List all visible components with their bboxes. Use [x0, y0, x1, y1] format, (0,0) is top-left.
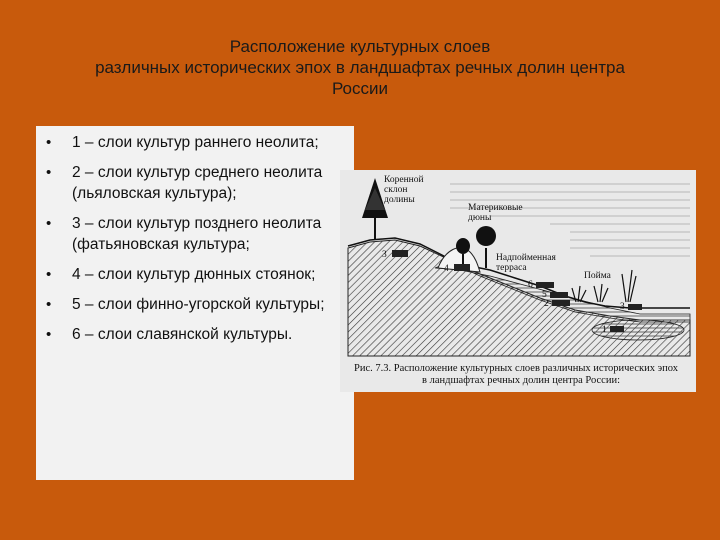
figure-caption-line2: в ландшафтах речных долин центра России: — [422, 375, 620, 386]
legend-item — [44, 324, 348, 345]
label-floodplain: Пойма — [584, 271, 611, 281]
layer-number: 3 — [382, 250, 387, 260]
bullet-icon: • — [46, 266, 52, 283]
landscape-figure — [340, 170, 696, 392]
legend-item — [44, 213, 348, 255]
layer-number: 1 — [602, 325, 607, 335]
legend-item-text: 2 – слои культур среднего неолита (льяловская культура); — [72, 164, 323, 202]
title-line-2: различных исторических эпох в ландшафтах речных долин центра — [95, 58, 625, 77]
label-slope-line1: Коренной — [384, 175, 424, 185]
legend-text-box — [36, 126, 354, 480]
legend-item — [44, 294, 348, 315]
layer-number: 5 — [542, 290, 547, 300]
cross-section-diagram — [340, 170, 696, 392]
label-dunes-line2: дюны — [468, 213, 492, 223]
title-line-1: Расположение культурных слоев — [229, 37, 491, 56]
layer-number: 6 — [528, 280, 533, 290]
legend-item — [44, 264, 348, 285]
legend-item-text: 5 – слои финно-угорской культуры; — [72, 296, 325, 313]
legend-item — [44, 132, 348, 153]
legend-item-text: 4 – слои культур дюнных стоянок; — [72, 266, 316, 283]
label-terrace-line1: Надпойменная — [496, 253, 556, 263]
bullet-icon: • — [46, 215, 52, 232]
legend-list — [44, 132, 348, 345]
label-terrace-line2: терраса — [496, 263, 527, 273]
bullet-icon: • — [46, 296, 52, 313]
slide-title — [20, 36, 700, 99]
layer-number: 2 — [544, 299, 549, 309]
label-dunes-line1: Материковые — [468, 203, 523, 213]
bullet-icon: • — [46, 134, 52, 151]
layer-number: 3 — [620, 302, 625, 312]
legend-item — [44, 162, 348, 204]
bullet-icon: • — [46, 164, 52, 181]
layer-number: 4 — [444, 264, 449, 274]
figure-caption-line1: Рис. 7.3. Расположение культурных слоев различных исторических эпох — [354, 363, 678, 374]
label-slope-line3: долины — [384, 195, 415, 205]
bullet-icon: • — [46, 326, 52, 343]
legend-item-text: 6 – слои славянской культуры. — [72, 326, 293, 343]
label-slope-line2: склон — [384, 185, 408, 195]
legend-item-text: 1 – слои культур раннего неолита; — [72, 134, 319, 151]
legend-item-text: 3 – слои культур позднего неолита (фатьяновская культура; — [72, 215, 322, 253]
title-line-3: России — [331, 79, 389, 98]
